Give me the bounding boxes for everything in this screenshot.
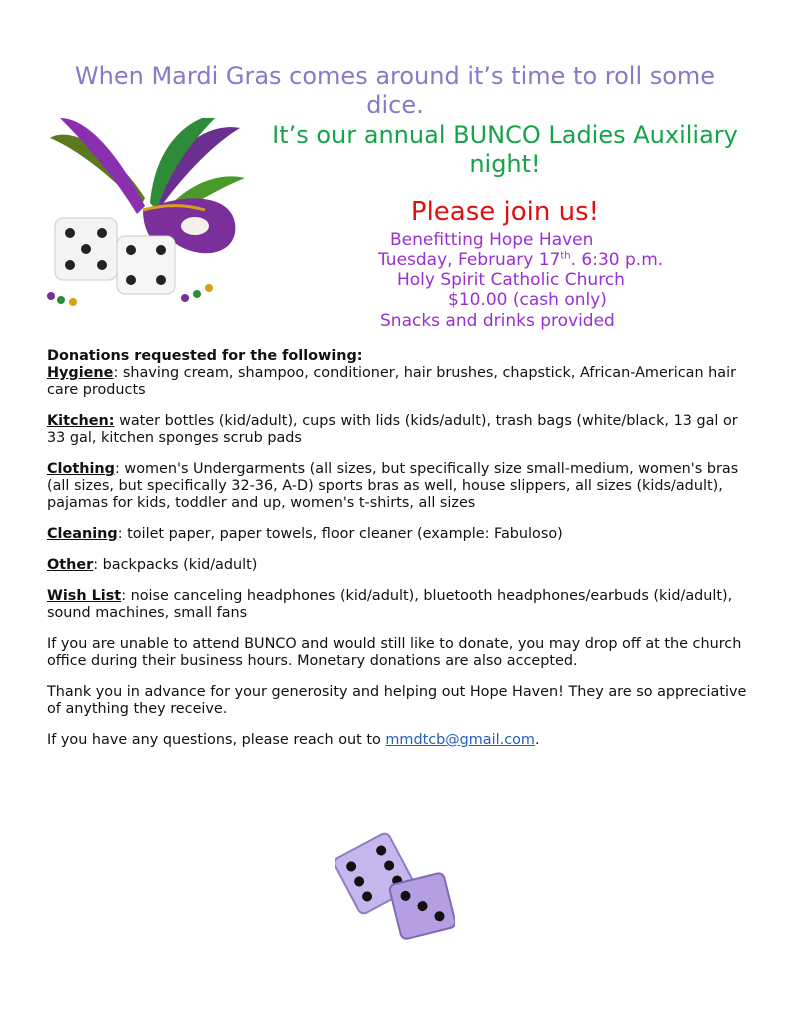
- event-date-text: Tuesday, February 17: [378, 250, 561, 270]
- event-snacks: Snacks and drinks provided: [380, 311, 615, 331]
- email-link[interactable]: mmdtcb@gmail.com: [385, 732, 535, 748]
- headline-line-2: It’s our annual BUNCO Ladies Auxiliary night!: [272, 121, 738, 178]
- event-date-ordinal: th: [560, 250, 571, 262]
- drop-off-note: If you are unable to attend BUNCO and would still like to donate, you may drop off at the church office during their business hours. Monetary donations are also accepted.: [47, 636, 742, 669]
- category-separator: :: [117, 526, 123, 542]
- donation-category-hygiene: [47, 365, 747, 399]
- event-venue: Holy Spirit Catholic Church: [397, 270, 625, 290]
- category-items: shaving cream, shampoo, conditioner, hair brushes, chapstick, African-American hair care products: [47, 365, 736, 398]
- category-items: toilet paper, paper towels, floor cleaner (example: Fabuloso): [122, 526, 563, 542]
- category-separator: :: [121, 588, 127, 604]
- donation-category-other: [47, 557, 747, 574]
- category-label: Other: [47, 557, 94, 573]
- mardi-gras-mask-and-dice-icon: [45, 118, 245, 310]
- donation-category-clothing: [47, 461, 747, 512]
- thank-you-note: Thank you in advance for your generosity and helping out Hope Haven! They are so appreciative of anything they receive.: [47, 684, 747, 717]
- event-date: [378, 250, 663, 270]
- category-separator: :: [113, 365, 119, 381]
- category-items: backpacks (kid/adult): [98, 557, 258, 573]
- event-time-text: . 6:30 p.m.: [570, 250, 664, 270]
- donation-category-cleaning: [47, 526, 747, 543]
- donation-category-kitchen: [47, 413, 747, 447]
- category-label: Cleaning: [47, 526, 118, 542]
- category-items: women's Undergarments (all sizes, but specifically size small-medium, women's bras (all sizes, but specifically 32-36, A-D) sports bras as well, house slippers, all sizes (kids/adult), pajamas for kids, toddler and up, women's t-shirts, all sizes: [47, 461, 739, 511]
- event-benefit: Benefitting Hope Haven: [390, 230, 594, 250]
- event-price: $10.00 (cash only): [448, 290, 607, 310]
- category-separator: :: [93, 557, 99, 573]
- donations-heading: Donations requested for the following:: [47, 348, 363, 364]
- category-label: Clothing: [47, 461, 115, 477]
- purple-dice-icon: [335, 828, 455, 946]
- donation-category-wish-list: [47, 588, 747, 622]
- category-label: Wish List: [47, 588, 122, 604]
- headline-line-1: When Mardi Gras comes around it’s time to roll some dice.: [74, 62, 716, 119]
- category-label: Hygiene: [47, 365, 114, 381]
- donations-section: [47, 348, 747, 763]
- questions-note: [47, 732, 747, 749]
- category-items: noise canceling headphones (kid/adult), bluetooth headphones/earbuds (kid/adult), sound machines, small fans: [47, 588, 733, 621]
- questions-period: .: [534, 732, 540, 748]
- join-us-heading: Please join us!: [410, 197, 600, 227]
- category-items: water bottles (kid/adult), cups with lids (kids/adult), trash bags (white/black, 13 gal or 33 gal, kitchen sponges scrub pads: [47, 413, 738, 446]
- category-label: Kitchen:: [47, 413, 115, 429]
- questions-text: If you have any questions, please reach out to: [47, 732, 386, 748]
- category-separator: :: [114, 461, 120, 477]
